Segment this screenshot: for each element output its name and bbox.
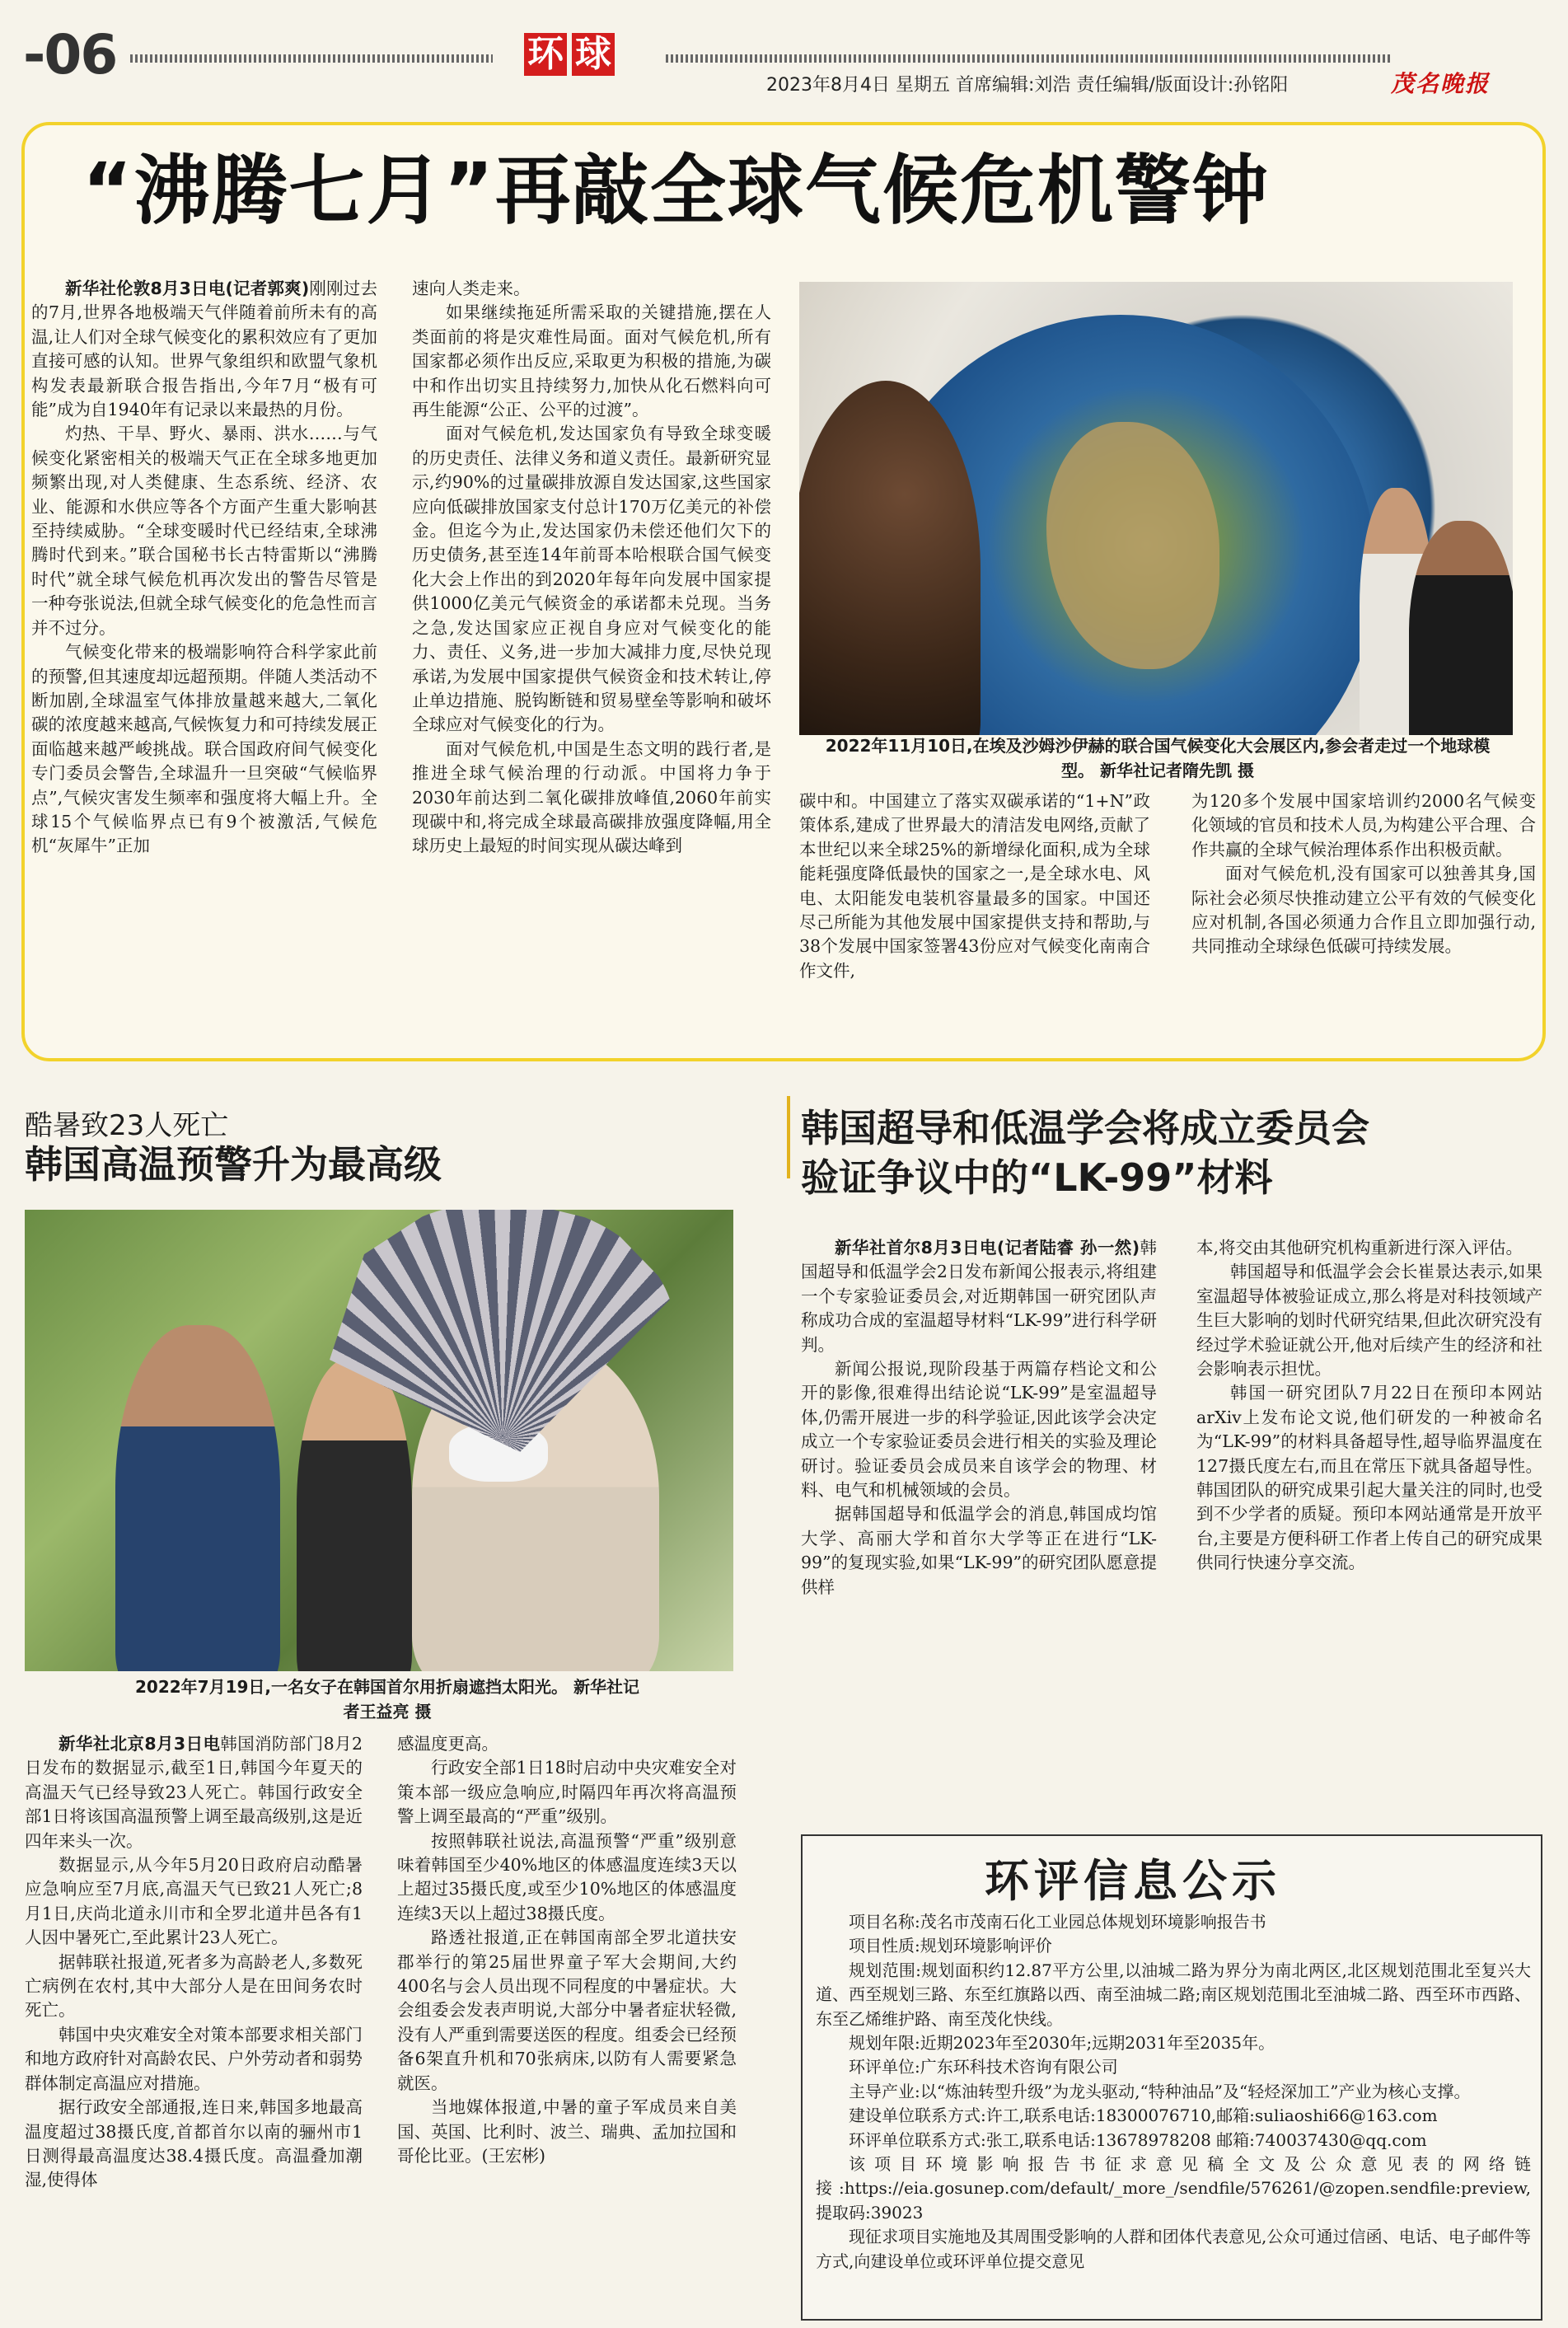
dateline-lead: 新华社伦敦8月3日电(记者郭爽) [65,279,310,298]
paragraph-text: 刚刚过去的7月,世界各地极端天气伴随着前所未有的高温,让人们对全球气候变化的累积效应有了更加直接可感的认知。世界气象组织和欧盟气象机构发表最新联合报告指出,今年7月“极有可能”成为自1940年有记录以来最热的月份。 [31,279,378,420]
lead-column-2 [412,277,771,859]
header-rule-left [130,54,493,63]
paragraph-text: 韩国超导和低温学会2日发布新闻公报表示,将组建一个专家验证委员会,对近期韩国一研究团队声称成功合成的室温超导材料“LK-99”进行科学研判。 [801,1238,1158,1355]
heat-paragraph [25,2096,363,2193]
paragraph-text: 行政安全部1日18时启动中央灾难安全对策本部一级应急响应,时隔四年再次将高温预警上调至最高的“严重”级别。 [397,1758,737,1827]
paragraph-text: 韩国一研究团队7月22日在预印本网站arXiv上发布论文说,他们研发的一种被命名为“LK-99”的材料具备超导性,超导临界温度在127摄氏度左右,而且在常压下就具备超导性。韩国团队的研究成果引起大量关注的同时,也受到不少学者的质疑。预印本网站通常是开放平台,主要是方便科研工作者上传自己的研究成果供同行快速分享交流。 [1196,1383,1542,1573]
heat-headline: 韩国高温预警升为最高级 [25,1142,442,1187]
fan-photo [25,1210,733,1671]
dateline: 2023年8月4日 星期五 首席编辑:刘浩 责任编辑/版面设计:孙铭阳 [766,75,1289,96]
dateline-lead: 新华社首尔8月3日电(记者陆睿 孙一然) [835,1238,1140,1258]
lead-paragraph [412,301,771,422]
header-rule-right [666,54,1391,63]
lead-paragraph [1191,789,1536,862]
heat-paragraph [397,1756,737,1829]
lead-paragraph [31,277,377,422]
section-label-char2: 球 [572,33,615,76]
heat-column-1 [25,1732,363,2193]
paragraph-text: 面对气候危机,中国是生态文明的践行者,是推进全球气候治理的行动派。中国将力争于2030年前达到二氧化碳排放峰值,2060年前实现碳中和,将完成全球最高碳排放强度降幅,用全球历史上最短的时间实现从碳达峰到 [412,738,771,856]
heat-paragraph [25,1951,363,2023]
paragraph-text: 韩国超导和低温学会会长崔景达表示,如果室温超导体被验证成立,那么将是对科技领域产生巨大影响的划时代研究结果,但此次研究没有经过学术验证就公开,他对后续产生的经济和社会影响表示担忧。 [1196,1262,1542,1379]
globe-photo [799,282,1513,735]
notice-line: 环评单位联系方式:张工,联系电话:13678978208 邮箱:740037430@qq.com [849,2129,1427,2150]
heat-paragraph [397,1829,737,1927]
paragraph-text: 按照韩联社说法,高温预警“严重”级别意味着韩国至少40%地区的体感温度连续3天以上超过35摄氏度,或至少10%地区的体感温度连续3天以上超过38摄氏度。 [397,1830,737,1923]
lk99-paragraph [1196,1260,1542,1381]
lead-paragraph [31,640,377,859]
paragraph-text: 灼热、干旱、野火、暴雨、洪水……与气候变化紧密相关的极端天气正在全球多地更加频繁出现,对人类健康、生态系统、经济、农业、能源和水供应等各个方面产生重大影响甚至持续威胁。“全球变暖时代已经结束,全球沸腾时代到来。”联合国秘书长古特雷斯以“沸腾时代”就全球气候危机再次发出的警告尽管是一种夸张说法,但就全球气候变化的危急性而言并不过分。 [31,424,377,638]
notice-line: 规划范围:规划面积约12.87平方公里,以油城二路为界分为南北两区,北区规划范围北至复兴大道、西至规划三路、东至红旗路以西、南至油城二路;南区规划范围北至油城二路、西至环市西路、东至乙烯维护路、南至茂化快线。 [816,1960,1531,2029]
notice-line: 现征求项目实施地及其周围受影响的人群和团体代表意见,公众可通过信函、电话、电子邮件等方式,向建设单位或环评单位提交意见 [816,2227,1531,2271]
lk99-column-2 [1196,1236,1542,1576]
paragraph-text: 面对气候危机,没有国家可以独善其身,国际社会必须尽快推动建立公平有效的气候变化应对机制,各国必须通力合作且立即加强行动,共同推动全球绿色低碳可持续发展。 [1191,864,1536,957]
heat-column-2 [397,1732,737,2168]
notice-line: 规划年限:近期2023年至2030年;远期2031年至2035年。 [849,2033,1275,2054]
background-man-1 [115,1325,280,1671]
notice-line: 项目名称:茂名市茂南石化工业园总体规划环境影响报告书 [849,1912,1266,1932]
lead-paragraph [31,422,377,640]
dateline-lead: 新华社北京8月3日电 [59,1734,221,1754]
notice-line: 建设单位联系方式:许工,联系电话:18300076710,邮箱:suliaoshi66@163.com [849,2106,1438,2126]
paragraph-text: 感温度更高。 [397,1734,498,1754]
notice-line: 项目性质:规划环境影响评价 [849,1936,1052,1956]
paragraph-text: 据韩国超导和低温学会的消息,韩国成均馆大学、高丽大学和首尔大学等正在进行“LK-99”的复现实验,如果“LK-99”的研究团队愿意提供样 [801,1504,1157,1597]
lead-column-1 [31,277,377,859]
paragraph-text: 如果继续拖延所需采取的关键措施,摆在人类面前的将是灾难性局面。面对气候危机,所有国家都必须作出反应,采取更为积极的措施,为碳中和作出切实且持续努力,加快从化石燃料向可再生能源“公正、公平的过渡”。 [412,302,771,420]
background-man-2 [297,1358,412,1671]
notice-line: 该项目环境影响报告书征求意见稿全文及公众意见表的网络链接:https://eia.gosunep.com/default/_more_/sendfile/576261/@zopen.sendfile:preview,提取码:39023 [816,2154,1531,2223]
lk99-paragraph [801,1357,1157,1502]
paragraph-text: 为120多个发展中国家培训约2000名气候变化领域的官员和技术人员,为构建公平合理、合作共赢的全球气候治理体系作出积极贡献。 [1191,791,1536,860]
paragraph-text: 速向人类走来。 [412,279,531,298]
paragraph-text: 韩国消防部门8月2日发布的数据显示,截至1日,韩国今年夏天的高温天气已经导致23人死亡。韩国行政安全部1日将该国高温预警上调至最高级别,这是近四年来头一次。 [25,1734,363,1851]
lead-column-4 [1191,789,1536,959]
lk99-paragraph [801,1502,1157,1600]
lead-column-3 [799,789,1150,983]
lk99-column-1 [801,1236,1157,1600]
heat-kicker: 酷暑致23人死亡 [25,1109,229,1142]
section-label-char1: 环 [524,33,567,76]
lk99-paragraph [801,1236,1157,1357]
paragraph-text: 碳中和。中国建立了落实双碳承诺的“1+N”政策体系,建成了世界最大的清洁发电网络,贡献了本世纪以来全球25%的新增绿化面积,成为全球能耗强度降低最快的国家之一,是全球水电、风电、太阳能发电装机容量最多的国家。中国还尽己所能为其他发展中国家提供支持和帮助,与38个发展中国家签署43份应对气候变化南南合作文件, [799,791,1150,981]
paragraph-text: 当地媒体报道,中暑的童子军成员来自美国、英国、比利时、波兰、瑞典、孟加拉国和哥伦比亚。(王宏彬) [397,2097,737,2166]
heat-paragraph [397,1926,737,2096]
paragraph-text: 本,将交由其他研究机构重新进行深入评估。 [1196,1238,1524,1258]
section-separator [787,1096,790,1178]
paragraph-text: 路透社报道,正在韩国南部全罗北道扶安郡举行的第25届世界童子军大会期间,大约400名与会人员出现不同程度的中暑症状。大会组委会发表声明说,大部分中暑者症状轻微,没有人严重到需要送医的程度。组委会已经预备6架直升机和70张病床,以防有人需要紧急就医。 [397,1928,737,2093]
notice-line: 主导产业:以“炼油转型升级”为龙头驱动,“特种油品”及“轻烃深加工”产业为核心支撑。 [849,2081,1471,2101]
page-number: -06 [23,23,117,87]
paragraph-text: 面对气候危机,发达国家负有导致全球变暖的历史责任、法律义务和道义责任。最新研究显示,约90%的过量碳排放源自发达国家,这些国家应向低碳排放国家支付总计170万亿美元的补偿金。但迄今为止,发达国家仍未偿还他们欠下的历史债务,甚至连14年前哥本哈根联合国气候变化大会上作出的到2020年每年向发展中国家提供1000亿美元气候资金的承诺都未兑现。当务之急,发达国家应正视自身应对气候变化的能力、责任、义务,进一步加大减排力度,尽快兑现承诺,为发展中国家提供气候资金和技术转让,停止单边措施、脱钩断链和贸易壁垒等影响和破坏全球应对气候变化的行为。 [412,424,771,735]
lk99-paragraph [1196,1381,1542,1575]
lk99-headline-line2: 验证争议中的“LK-99”材料 [801,1155,1273,1200]
paragraph-text: 据韩联社报道,死者多为高龄老人,多数死亡病例在农村,其中大部分人是在田间务农时死亡。 [25,1951,363,2021]
lead-paragraph [412,277,771,301]
heat-paragraph [25,1732,363,1853]
heat-paragraph [25,2023,363,2096]
paragraph-text: 气候变化带来的极端影响符合科学家此前的预警,但其速度却远超预期。伴随人类活动不断加剧,全球温室气体排放量越来越大,二氧化碳的浓度越来越高,气候恢复力和可持续发展正面临越来越严峻挑战。联合国政府间气候变化专门委员会警告,全球温升一旦突破“气候临界点”,气候灾害发生频率和强度将大幅上升。全球15个气候临界点已有9个被激活,气候危机“灰犀牛”正加 [31,642,377,856]
notice-line: 环评单位:广东环科技术咨询有限公司 [849,2057,1118,2077]
heat-paragraph [397,2096,737,2168]
lead-paragraph [799,789,1150,983]
eia-notice-body [816,1910,1531,2274]
globe-photo-caption: 2022年11月10日,在埃及沙姆沙伊赫的联合国气候变化大会展区内,参会者走过一个地球模型。 新华社记者隋先凯 摄 [825,736,1491,780]
heat-paragraph [25,1853,363,1951]
lead-paragraph [1191,862,1536,959]
fan-photo-caption: 2022年7月19日,一名女子在韩国首尔用折扇遮挡太阳光。 新华社记者王益亮 摄 [135,1677,639,1721]
paragraph-text: 数据显示,从今年5月20日政府启动酷暑应急响应至7月底,高温天气已致21人死亡;8月1日,庆尚北道永川市和全罗北道井邑各有1人因中暑死亡,至此累计23人死亡。 [25,1855,363,1948]
paper-logo: 茂名晚报 [1391,70,1491,97]
paragraph-text: 新闻公报说,现阶段基于两篇存档论文和公开的影像,很难得出结论说“LK-99”是室温超导体,仍需开展进一步的科学验证,因此该学会决定成立一个专家验证委员会进行相关的实验及理论研讨。验证委员会成员来自该学会的物理、材料、电气和机械领域的会员。 [801,1359,1157,1501]
eia-notice-title: 环评信息公示 [985,1854,1281,1907]
lead-paragraph [412,738,771,859]
attendee-2 [1409,521,1513,735]
lk99-paragraph [1196,1236,1542,1260]
lk99-headline-line1: 韩国超导和低温学会将成立委员会 [801,1106,1369,1150]
heat-paragraph [397,1732,737,1756]
lead-headline: “沸腾七月”再敲全球气候危机警钟 [82,147,1270,235]
paragraph-text: 据行政安全部通报,连日来,韩国多地最高温度超过38摄氏度,首都首尔以南的骊州市1日测得最高温度达38.4摄氏度。高温叠加潮湿,使得体 [25,2097,363,2190]
paragraph-text: 韩国中央灾难安全对策本部要求相关部门和地方政府针对高龄农民、户外劳动者和弱势群体制定高温应对措施。 [25,2024,363,2093]
lead-paragraph [412,422,771,737]
